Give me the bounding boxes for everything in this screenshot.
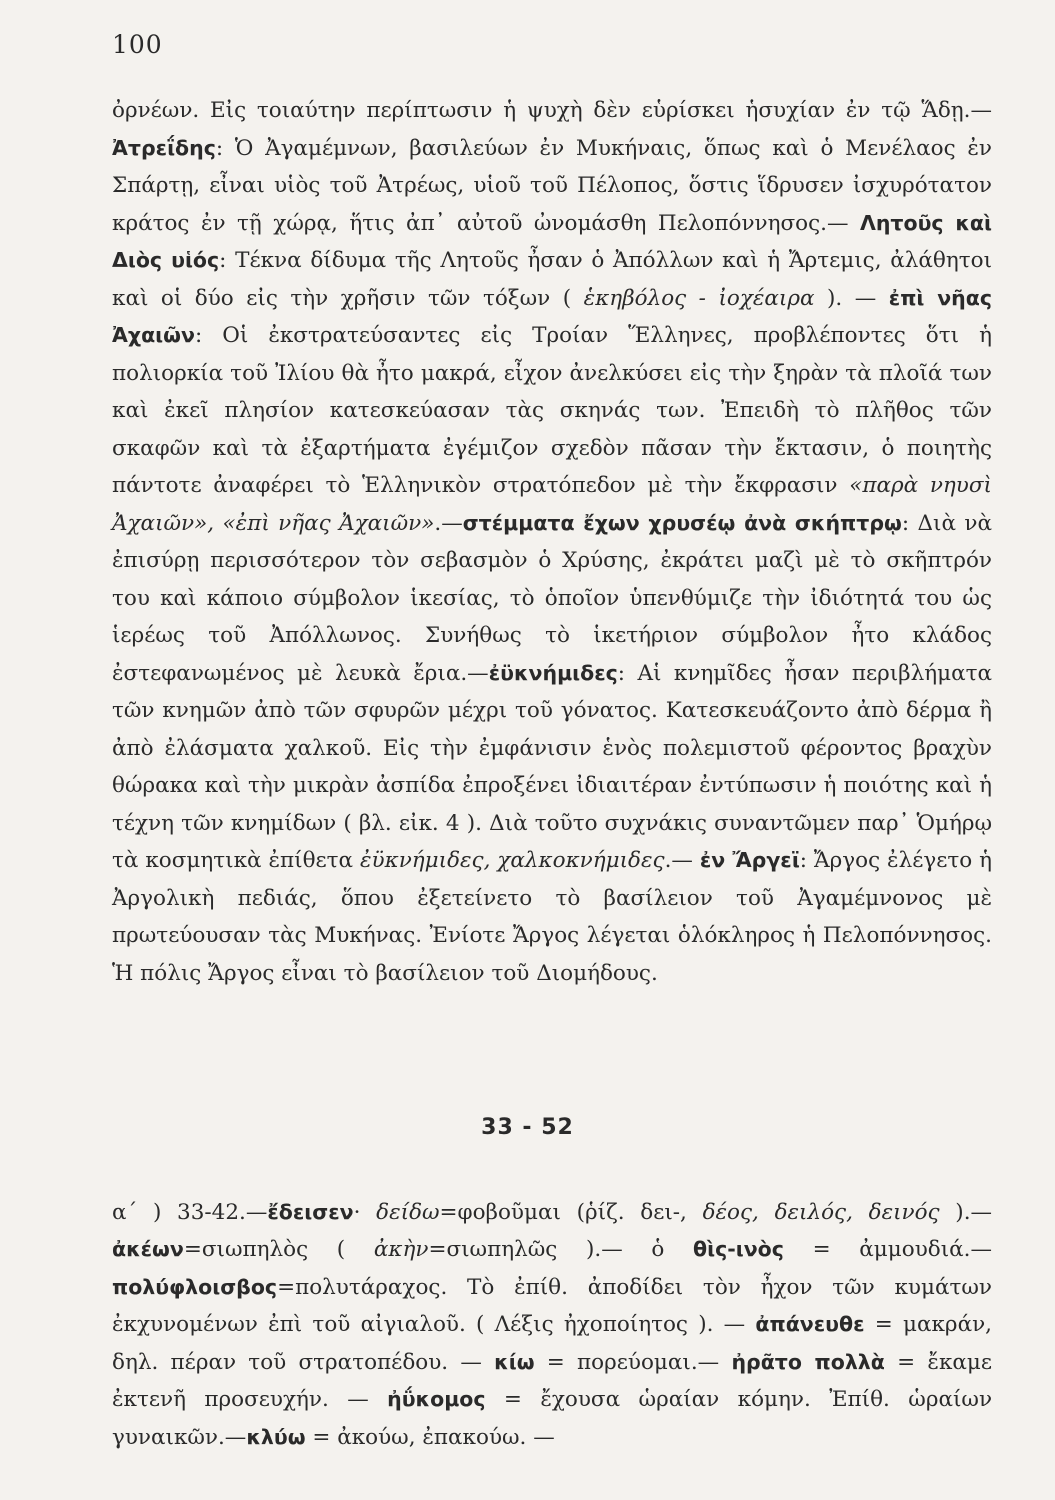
text-run: = ἀκούω, ἐπακούω. — (305, 1424, 555, 1450)
text-run: = μακράν, δηλ. πέραν τοῦ στρατοπέδου. — (112, 1312, 992, 1375)
text-run: = ἀμμουδιά.— (783, 1237, 992, 1262)
text-run: = ἔχουσα ὡραίαν κόμην. Ἐπίθ. ὡραίων γυναικῶν.— (112, 1387, 993, 1450)
lemma-term: στέμματα ἔχων χρυσέῳ ἀνὰ σκήπτρῳ (462, 510, 902, 535)
lemma-term: ἀκέων (112, 1237, 184, 1261)
text-run: : Ὁ Ἀγαμέμνων, βασιλεύων ἐν Μυκήναις, ὅπως καὶ ὁ Μενέλαος ἐν Σπάρτῃ, εἶναι υἱὸς τοῦ Ἀτρέως, υἱοῦ τοῦ Πέλοπος, ὅστις ἵδρυσεν ἰσχυρότατον κράτος ἐν τῇ χώρᾳ, ἥτις ἀπ᾽ αὐτοῦ ὠνομάσθη Πελοπόννησος.— (112, 135, 992, 236)
text-run: : Αἱ κνημῖδες ἦσαν περιβλήματα τῶν κνημῶν ἀπὸ τῶν σφυρῶν μέχρι τοῦ γόνατος. Κατεσκευάζοντο ἀπὸ δέρμα ἢ ἀπὸ ἐλάσματα χαλκοῦ. Εἰς τὴν ἐμφάνισιν ἑνὸς πολεμιστοῦ φέροντος βραχὺν θώρακα καὶ τὴν μικρὰν ἀσπίδα ἐπροξένει ἰδιαιτέραν ἐντύπωσιν ἡ ποιότης καὶ ἡ τέχνη τῶν κνημίδων ( βλ. εἰκ. 4 ). Διὰ τοῦτο συχνάκις συναντῶμεν παρ᾽ Ὁμήρῳ τὰ κοσμητικὰ ἐπίθετα (112, 660, 993, 873)
text-run: = πορεύομαι.— (534, 1349, 732, 1375)
lemma-term: ἠΰκομος (387, 1387, 486, 1411)
text-run: =πολυτάραχος. Τὸ ἐπίθ. ἀποδίδει τὸν ἦχον τῶν κυμάτων ἐκχυνομένων ἐπὶ τοῦ αἰγιαλοῦ. ( Λέξις ἠχοποίητος ). — (112, 1274, 992, 1337)
lemma-term: ἐν Ἄργεϊ (699, 848, 800, 872)
lemma-term: κίω (494, 1349, 535, 1374)
page-number: 100 (112, 30, 163, 59)
text-run: =σιωπηλῶς ).— ὁ (428, 1237, 693, 1262)
italic-phrase: δείδω (376, 1199, 440, 1225)
text-run: ). — (814, 285, 889, 311)
lemma-term: πολύφλοισβος (112, 1274, 278, 1299)
italic-phrase: ἑκηβόλος - ἰοχέαιρα (583, 285, 815, 311)
lemma-term: ἠρᾶτο πολλὰ (731, 1349, 885, 1374)
text-run: · (353, 1199, 377, 1225)
italic-phrase: ἐϋκνήμιδες, χαλκοκνήμιδες (360, 848, 665, 873)
lemma-term: Λητοῦς καὶ Διὸς υἱός (112, 210, 992, 272)
text-run: .— (434, 510, 463, 536)
lemma-term: ἔδεισεν (267, 1199, 354, 1224)
text-run: = ἔκαμε ἐκτενῆ προσευχήν. — (112, 1349, 993, 1412)
lemma-term: ἀπάνευθε (755, 1312, 865, 1336)
text-run: : Οἱ ἐκστρατεύσαντες εἰς Τροίαν Ἕλληνες, προβλέποντες ὅτι ἡ πολιορκία τοῦ Ἰλίου θὰ ἦτο μακρά, εἶχον ἀνελκύσει εἰς τὴν ξηρὰν τὰ πλοῖά των καὶ ἐκεῖ πλησίον κατεσκεύασαν τὰς σκηνάς των. Ἐπειδὴ τὸ πλῆθος τῶν σκαφῶν καὶ τὰ ἐξαρτήματα ἐγέμιζον σχεδὸν πᾶσαν τὴν ἔκτασιν, ὁ ποιητὴς πάντοτε ἀναφέρει τὸ Ἑλληνικὸν στρατόπεδον μὲ τὴν ἔκφρασιν (112, 323, 992, 498)
commentary-text (112, 92, 992, 992)
section-heading: 33 - 52 (481, 1115, 574, 1140)
lemma-term: ἐπὶ νῆας Ἀχαιῶν (112, 285, 993, 347)
lemma-term: Ἀτρεΐδης (112, 135, 216, 160)
text-run: α´ ) 33-42.— (112, 1199, 268, 1225)
italic-phrase: «παρὰ νηυσὶ Ἀχαιῶν», «ἐπὶ νῆας Ἀχαιῶν» (112, 473, 992, 536)
text-run: ).— (939, 1199, 993, 1225)
italic-phrase: ἀκὴν (373, 1237, 429, 1262)
text-run: : Διὰ νὰ ἐπισύρῃ περισσότερον τὸν σεβασμὸν ὁ Χρύσης, ἐκράτει μαζὶ μὲ τὸ σκῆπτρόν του καὶ κάποιο σύμβολον ἱκεσίας, τὸ ὁποῖον ὑπενθύμιζε τὴν ἰδιότητά του ὡς ἱερέως τοῦ Ἀπόλλωνος. Συνήθως τὸ ἱκετήριον σύμβολον ἦτο κλάδος ἐστεφανωμένος μὲ λευκὰ ἔρια.— (112, 510, 992, 686)
commentary-paragraph (112, 92, 992, 992)
text-run: =φοβοῦμαι (ῥίζ. δει-, (439, 1199, 703, 1225)
text-run: : Ἄργος ἐλέγετο ἡ Ἀργολικὴ πεδιάς, ὅπου ἐξετείνετο τὸ βασίλειον τοῦ Ἀγαμέμνονος μὲ πρωτεύουσαν τὰς Μυκήνας. Ἐνίοτε Ἄργος λέγεται ὁλόκληρος ἡ Πελοπόννησος. Ἡ πόλις Ἄργος εἶναι τὸ βασίλειον τοῦ Διομήδους. (112, 848, 993, 986)
glossary-paragraph (112, 1194, 992, 1457)
text-run: ὀρνέων. Εἰς τοιαύτην περίπτωσιν ἡ ψυχὴ δὲν εὑρίσκει ἡσυχίαν ἐν τῷ Ἅδῃ.— (112, 98, 992, 123)
italic-phrase: δέος, δειλός, δεινός (702, 1199, 940, 1225)
glossary-text (112, 1172, 992, 1478)
lemma-term: κλύω (246, 1424, 306, 1449)
lemma-term: ἐϋκνήμιδες (488, 660, 618, 685)
text-run: .— (664, 848, 700, 873)
text-run: : Τέκνα δίδυμα τῆς Λητοῦς ἦσαν ὁ Ἀπόλλων καὶ ἡ Ἄρτεμις, ἀλάθητοι καὶ οἱ δύο εἰς τὴν χρῆσιν τῶν τόξων ( (112, 248, 993, 311)
text-run: =σιωπηλὸς ( (183, 1237, 374, 1262)
lemma-term: θὶς-ινὸς (693, 1237, 784, 1261)
